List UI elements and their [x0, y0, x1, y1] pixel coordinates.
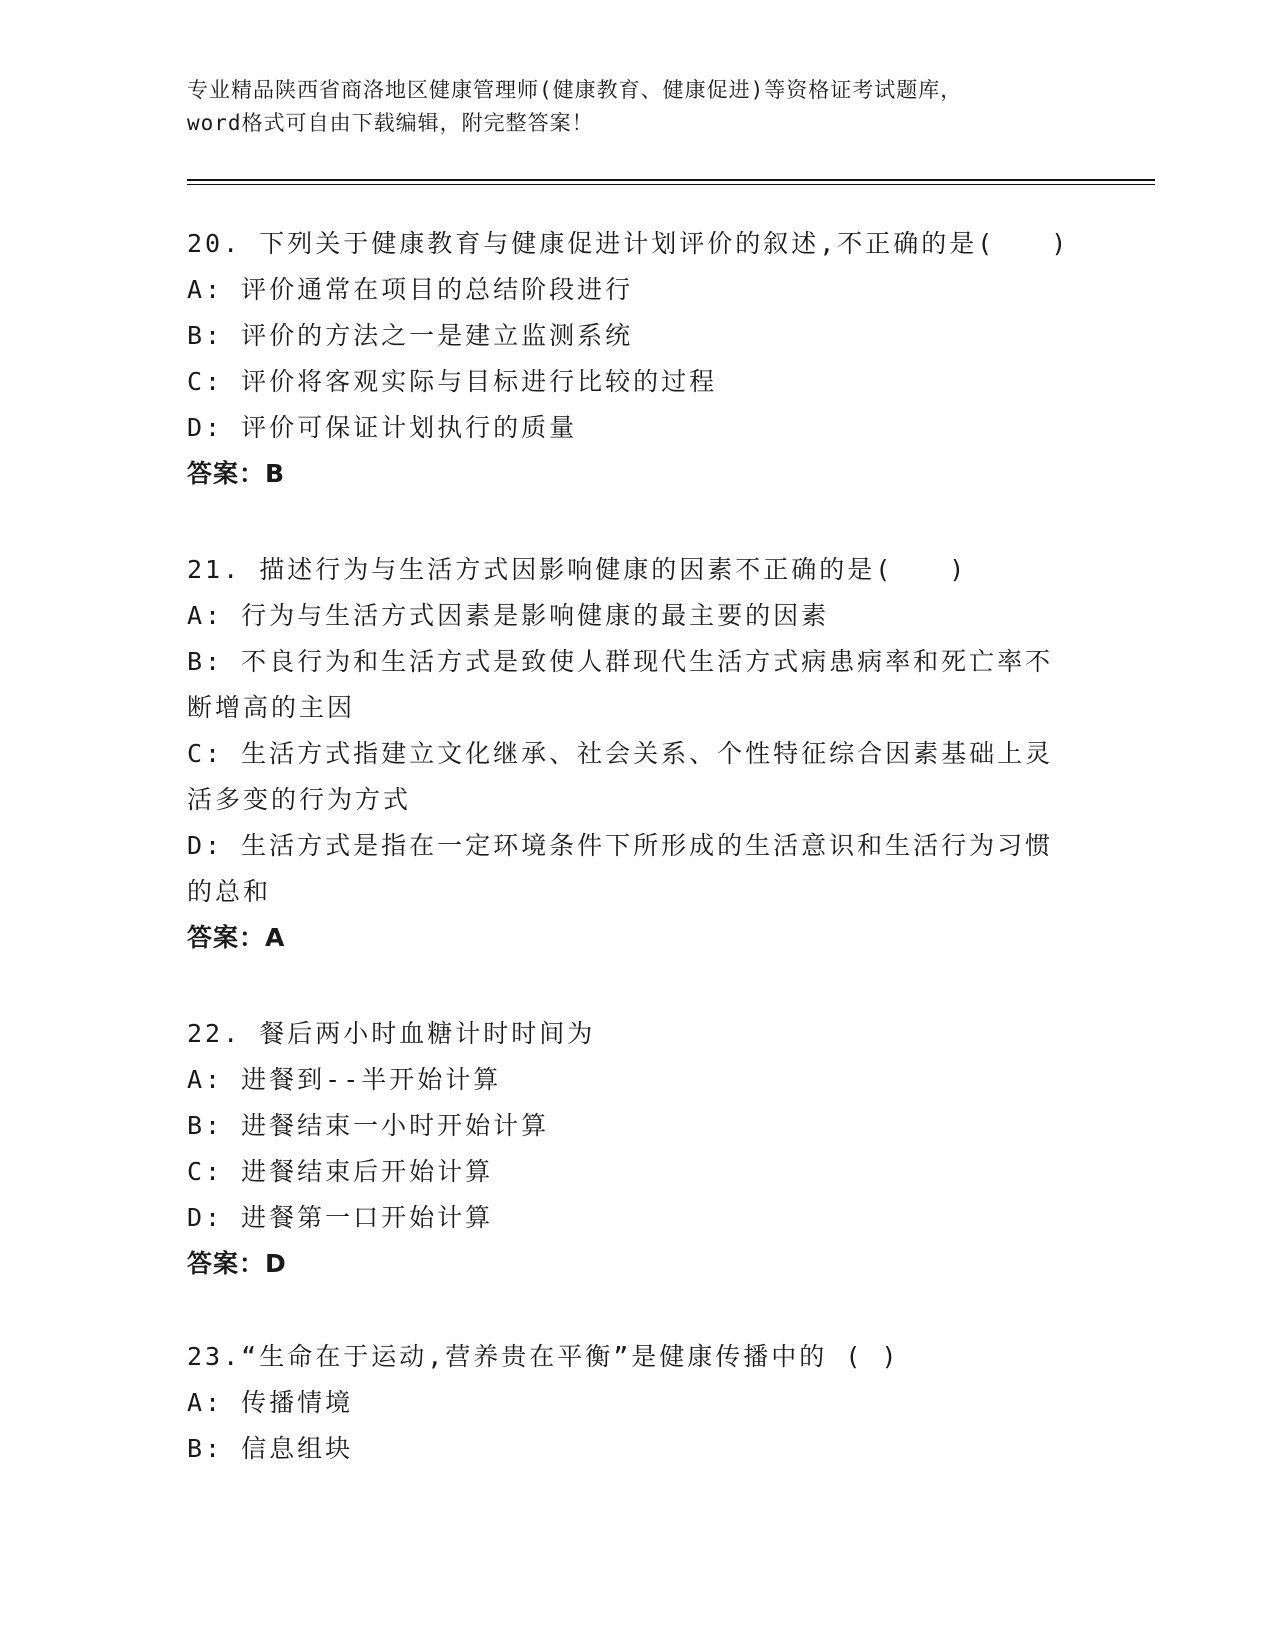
option-b: B: 评价的方法之一是建立监测系统	[187, 321, 634, 350]
option-c: C: 评价将客观实际与目标进行比较的过程	[187, 367, 718, 396]
document-header	[187, 74, 1087, 140]
question-22	[187, 1011, 1087, 1287]
option-d-continued: 的总和	[187, 877, 272, 906]
question-stem: 23.“生命在于运动,营养贵在平衡”是健康传播中的 ( )	[187, 1342, 900, 1371]
option-c-continued: 活多变的行为方式	[187, 785, 412, 814]
option-b: B: 不良行为和生活方式是致使人群现代生活方式病患病率和死亡率不	[187, 647, 1054, 676]
question-20	[187, 221, 1087, 497]
question-21	[187, 547, 1087, 961]
question-stem: 20. 下列关于健康教育与健康促进计划评价的叙述,不正确的是( )	[187, 229, 1070, 258]
option-d: D: 生活方式是指在一定环境条件下所形成的生活意识和生活行为习惯	[187, 831, 1054, 860]
header-line-2: word格式可自由下载编辑，附完整答案！	[187, 111, 594, 135]
option-a: A: 评价通常在项目的总结阶段进行	[187, 275, 634, 304]
option-d: D: 进餐第一口开始计算	[187, 1203, 494, 1232]
option-d: D: 评价可保证计划执行的质量	[187, 413, 578, 442]
option-b: B: 信息组块	[187, 1434, 354, 1463]
question-stem: 21. 描述行为与生活方式因影响健康的因素不正确的是( )	[187, 555, 968, 584]
option-a: A: 行为与生活方式因素是影响健康的最主要的因素	[187, 601, 830, 630]
question-23	[187, 1334, 1087, 1472]
option-b: B: 进餐结束一小时开始计算	[187, 1111, 550, 1140]
header-divider-top	[187, 179, 1155, 181]
option-c: C: 进餐结束后开始计算	[187, 1157, 494, 1186]
option-c: C: 生活方式指建立文化继承、社会关系、个性特征综合因素基础上灵	[187, 739, 1054, 768]
answer: 答案：B	[187, 459, 286, 488]
header-line-1: 专业精品陕西省商洛地区健康管理师(健康教育、健康促进)等资格证考试题库，	[187, 78, 963, 102]
option-b-continued: 断增高的主因	[187, 693, 356, 722]
answer: 答案：D	[187, 1249, 287, 1278]
option-a: A: 进餐到--半开始计算	[187, 1065, 502, 1094]
question-stem: 22. 餐后两小时血糖计时时间为	[187, 1019, 596, 1048]
answer: 答案：A	[187, 923, 286, 952]
option-a: A: 传播情境	[187, 1388, 354, 1417]
header-divider-bottom	[187, 184, 1155, 185]
